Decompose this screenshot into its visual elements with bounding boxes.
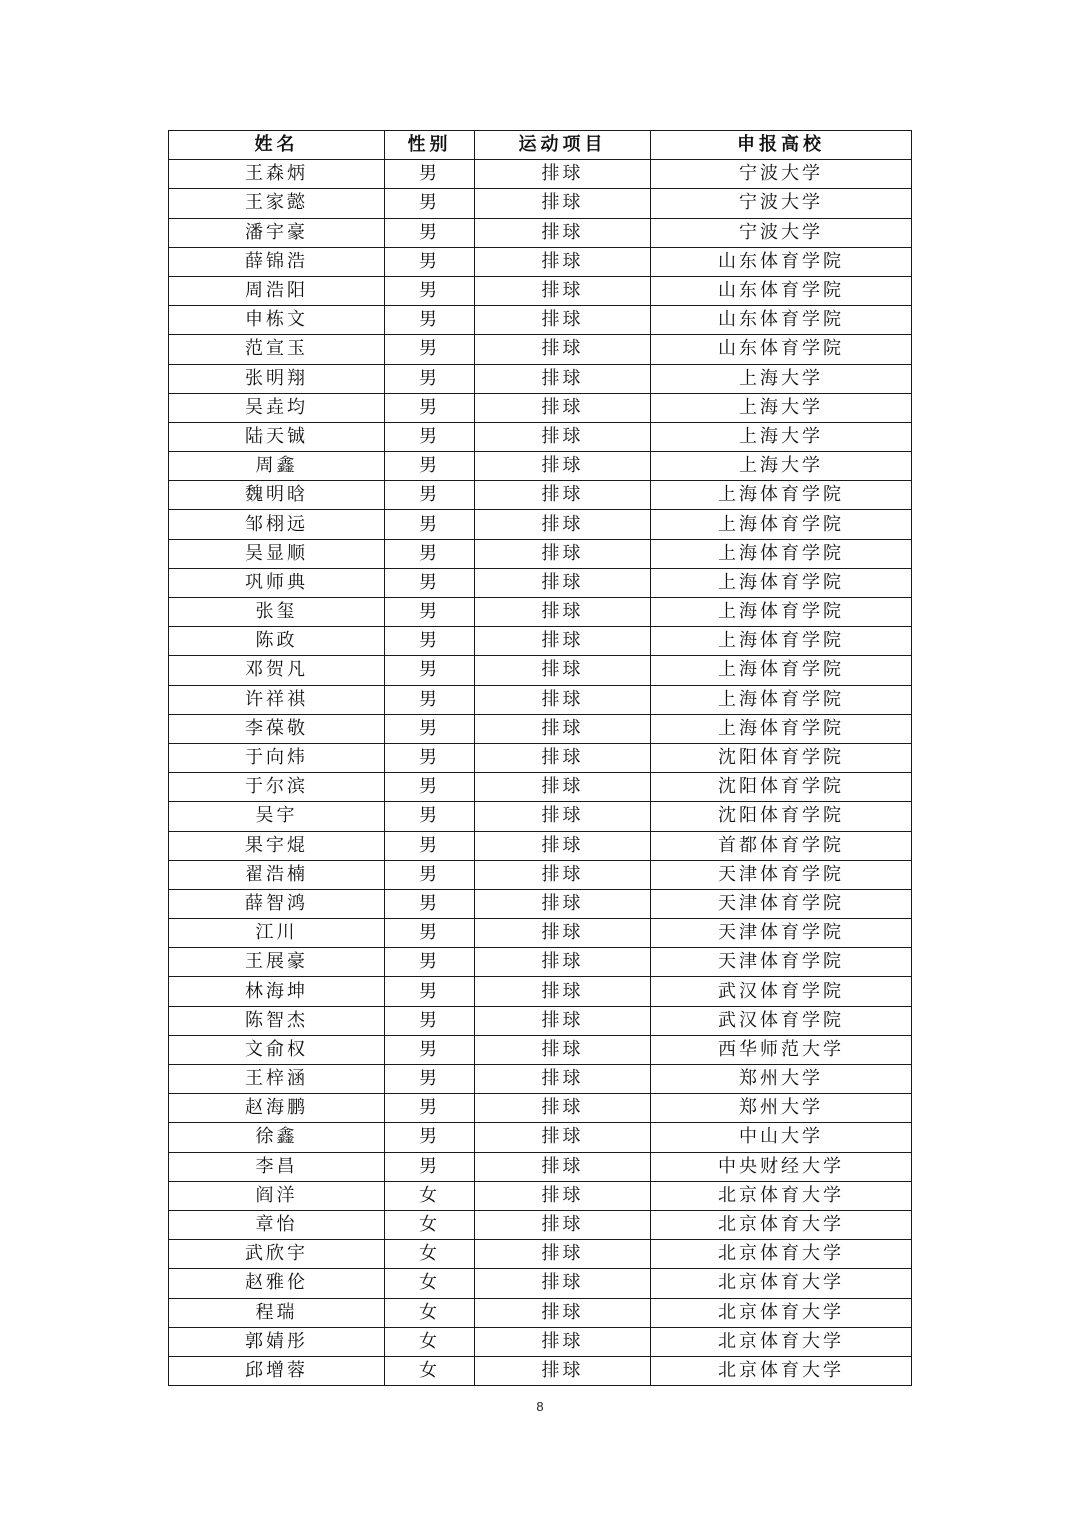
cell-name: 章怡 xyxy=(169,1210,385,1239)
cell-sport: 排球 xyxy=(475,452,651,481)
cell-gender: 男 xyxy=(385,802,475,831)
cell-sport: 排球 xyxy=(475,160,651,189)
table-row xyxy=(169,1327,912,1356)
cell-gender: 男 xyxy=(385,1065,475,1094)
cell-gender: 男 xyxy=(385,919,475,948)
cell-name: 申栋文 xyxy=(169,306,385,335)
cell-school: 北京体育大学 xyxy=(651,1240,912,1269)
cell-name: 于向炜 xyxy=(169,743,385,772)
cell-school: 山东体育学院 xyxy=(651,306,912,335)
table-row xyxy=(169,889,912,918)
cell-school: 北京体育大学 xyxy=(651,1210,912,1239)
table-row xyxy=(169,627,912,656)
cell-school: 武汉体育学院 xyxy=(651,1006,912,1035)
table-row xyxy=(169,1035,912,1064)
cell-name: 王家懿 xyxy=(169,189,385,218)
cell-gender: 女 xyxy=(385,1327,475,1356)
table-row xyxy=(169,831,912,860)
cell-school: 上海体育学院 xyxy=(651,685,912,714)
cell-school: 武汉体育学院 xyxy=(651,977,912,1006)
table-row xyxy=(169,568,912,597)
cell-name: 王森炳 xyxy=(169,160,385,189)
cell-sport: 排球 xyxy=(475,1298,651,1327)
cell-gender: 男 xyxy=(385,977,475,1006)
cell-sport: 排球 xyxy=(475,1035,651,1064)
cell-name: 潘宇豪 xyxy=(169,218,385,247)
table-row xyxy=(169,685,912,714)
cell-sport: 排球 xyxy=(475,860,651,889)
cell-sport: 排球 xyxy=(475,1327,651,1356)
page-number: 8 xyxy=(536,1399,544,1414)
cell-gender: 男 xyxy=(385,393,475,422)
cell-gender: 男 xyxy=(385,335,475,364)
cell-gender: 女 xyxy=(385,1240,475,1269)
cell-school: 上海体育学院 xyxy=(651,627,912,656)
cell-school: 上海体育学院 xyxy=(651,539,912,568)
cell-school: 天津体育学院 xyxy=(651,919,912,948)
cell-name: 林海坤 xyxy=(169,977,385,1006)
cell-gender: 男 xyxy=(385,306,475,335)
cell-sport: 排球 xyxy=(475,1181,651,1210)
cell-school: 首都体育学院 xyxy=(651,831,912,860)
table-row xyxy=(169,1006,912,1035)
cell-gender: 女 xyxy=(385,1181,475,1210)
cell-name: 陈智杰 xyxy=(169,1006,385,1035)
cell-school: 山东体育学院 xyxy=(651,247,912,276)
cell-gender: 男 xyxy=(385,481,475,510)
cell-name: 王展豪 xyxy=(169,948,385,977)
cell-sport: 排球 xyxy=(475,568,651,597)
cell-school: 沈阳体育学院 xyxy=(651,743,912,772)
cell-school: 上海大学 xyxy=(651,452,912,481)
cell-school: 上海大学 xyxy=(651,422,912,451)
cell-gender: 男 xyxy=(385,568,475,597)
table-row xyxy=(169,247,912,276)
cell-school: 天津体育学院 xyxy=(651,860,912,889)
athlete-roster-table xyxy=(168,130,912,1386)
table-row xyxy=(169,1094,912,1123)
cell-gender: 男 xyxy=(385,1123,475,1152)
table-row xyxy=(169,1181,912,1210)
cell-name: 于尔滨 xyxy=(169,773,385,802)
cell-gender: 女 xyxy=(385,1269,475,1298)
cell-gender: 男 xyxy=(385,627,475,656)
cell-sport: 排球 xyxy=(475,1065,651,1094)
cell-name: 邱增蓉 xyxy=(169,1356,385,1385)
cell-sport: 排球 xyxy=(475,831,651,860)
table-row xyxy=(169,422,912,451)
cell-sport: 排球 xyxy=(475,1123,651,1152)
cell-gender: 男 xyxy=(385,1006,475,1035)
cell-school: 中央财经大学 xyxy=(651,1152,912,1181)
cell-gender: 男 xyxy=(385,160,475,189)
table-row xyxy=(169,1356,912,1385)
cell-school: 西华师范大学 xyxy=(651,1035,912,1064)
cell-sport: 排球 xyxy=(475,276,651,305)
cell-sport: 排球 xyxy=(475,889,651,918)
cell-gender: 男 xyxy=(385,685,475,714)
cell-school: 上海体育学院 xyxy=(651,598,912,627)
cell-sport: 排球 xyxy=(475,393,651,422)
table-row xyxy=(169,773,912,802)
cell-sport: 排球 xyxy=(475,189,651,218)
cell-name: 周浩阳 xyxy=(169,276,385,305)
table-row xyxy=(169,1240,912,1269)
cell-gender: 男 xyxy=(385,714,475,743)
cell-school: 上海大学 xyxy=(651,364,912,393)
cell-gender: 男 xyxy=(385,539,475,568)
table-row xyxy=(169,364,912,393)
cell-school: 宁波大学 xyxy=(651,160,912,189)
cell-sport: 排球 xyxy=(475,743,651,772)
cell-gender: 女 xyxy=(385,1298,475,1327)
table-row xyxy=(169,335,912,364)
header-name: 姓名 xyxy=(169,131,385,160)
cell-school: 上海体育学院 xyxy=(651,568,912,597)
table-row xyxy=(169,802,912,831)
cell-sport: 排球 xyxy=(475,422,651,451)
table-row xyxy=(169,656,912,685)
cell-name: 邓贺凡 xyxy=(169,656,385,685)
cell-school: 上海体育学院 xyxy=(651,714,912,743)
table-row xyxy=(169,1123,912,1152)
cell-school: 山东体育学院 xyxy=(651,276,912,305)
table-row xyxy=(169,714,912,743)
cell-sport: 排球 xyxy=(475,1152,651,1181)
cell-name: 郭婧彤 xyxy=(169,1327,385,1356)
table-body xyxy=(169,160,912,1386)
table-row xyxy=(169,510,912,539)
cell-name: 徐鑫 xyxy=(169,1123,385,1152)
cell-school: 郑州大学 xyxy=(651,1094,912,1123)
cell-school: 北京体育大学 xyxy=(651,1181,912,1210)
cell-school: 天津体育学院 xyxy=(651,948,912,977)
cell-sport: 排球 xyxy=(475,714,651,743)
table-row xyxy=(169,860,912,889)
cell-gender: 男 xyxy=(385,860,475,889)
cell-name: 陆天铖 xyxy=(169,422,385,451)
cell-sport: 排球 xyxy=(475,510,651,539)
cell-name: 李昌 xyxy=(169,1152,385,1181)
cell-name: 范宣玉 xyxy=(169,335,385,364)
cell-name: 薛锦浩 xyxy=(169,247,385,276)
cell-school: 上海体育学院 xyxy=(651,510,912,539)
cell-gender: 男 xyxy=(385,276,475,305)
table-row xyxy=(169,743,912,772)
cell-name: 翟浩楠 xyxy=(169,860,385,889)
cell-gender: 男 xyxy=(385,218,475,247)
cell-sport: 排球 xyxy=(475,948,651,977)
cell-sport: 排球 xyxy=(475,364,651,393)
table-row xyxy=(169,1269,912,1298)
cell-school: 天津体育学院 xyxy=(651,889,912,918)
cell-gender: 男 xyxy=(385,1035,475,1064)
cell-gender: 男 xyxy=(385,1152,475,1181)
cell-sport: 排球 xyxy=(475,656,651,685)
cell-sport: 排球 xyxy=(475,306,651,335)
cell-school: 沈阳体育学院 xyxy=(651,802,912,831)
cell-sport: 排球 xyxy=(475,627,651,656)
cell-school: 宁波大学 xyxy=(651,218,912,247)
cell-sport: 排球 xyxy=(475,218,651,247)
cell-gender: 男 xyxy=(385,773,475,802)
cell-name: 张明翔 xyxy=(169,364,385,393)
cell-sport: 排球 xyxy=(475,1240,651,1269)
table-row xyxy=(169,306,912,335)
cell-name: 巩师典 xyxy=(169,568,385,597)
cell-name: 赵雅伦 xyxy=(169,1269,385,1298)
cell-gender: 男 xyxy=(385,831,475,860)
table-row xyxy=(169,919,912,948)
cell-school: 北京体育大学 xyxy=(651,1269,912,1298)
table-row xyxy=(169,393,912,422)
cell-name: 吴显顺 xyxy=(169,539,385,568)
table-header-row xyxy=(169,131,912,160)
cell-sport: 排球 xyxy=(475,335,651,364)
cell-name: 果宇焜 xyxy=(169,831,385,860)
header-school: 申报高校 xyxy=(651,131,912,160)
cell-name: 陈政 xyxy=(169,627,385,656)
cell-sport: 排球 xyxy=(475,802,651,831)
table-row xyxy=(169,977,912,1006)
table-row xyxy=(169,1210,912,1239)
cell-name: 阎洋 xyxy=(169,1181,385,1210)
cell-name: 吴垚均 xyxy=(169,393,385,422)
cell-sport: 排球 xyxy=(475,481,651,510)
cell-school: 北京体育大学 xyxy=(651,1327,912,1356)
table-row xyxy=(169,948,912,977)
cell-school: 北京体育大学 xyxy=(651,1298,912,1327)
header-sport: 运动项目 xyxy=(475,131,651,160)
cell-name: 程瑞 xyxy=(169,1298,385,1327)
cell-school: 北京体育大学 xyxy=(651,1356,912,1385)
table-row xyxy=(169,481,912,510)
cell-sport: 排球 xyxy=(475,598,651,627)
cell-gender: 男 xyxy=(385,948,475,977)
cell-sport: 排球 xyxy=(475,919,651,948)
cell-gender: 男 xyxy=(385,364,475,393)
cell-school: 上海体育学院 xyxy=(651,656,912,685)
cell-name: 周鑫 xyxy=(169,452,385,481)
cell-school: 上海大学 xyxy=(651,393,912,422)
cell-gender: 男 xyxy=(385,422,475,451)
table-row xyxy=(169,218,912,247)
cell-name: 邹栩远 xyxy=(169,510,385,539)
cell-name: 武欣宇 xyxy=(169,1240,385,1269)
table-row xyxy=(169,539,912,568)
cell-sport: 排球 xyxy=(475,1094,651,1123)
cell-sport: 排球 xyxy=(475,1006,651,1035)
table-row xyxy=(169,452,912,481)
cell-gender: 女 xyxy=(385,1356,475,1385)
cell-gender: 男 xyxy=(385,247,475,276)
cell-sport: 排球 xyxy=(475,1269,651,1298)
cell-sport: 排球 xyxy=(475,1356,651,1385)
cell-sport: 排球 xyxy=(475,685,651,714)
cell-school: 上海体育学院 xyxy=(651,481,912,510)
table-row xyxy=(169,1065,912,1094)
cell-school: 郑州大学 xyxy=(651,1065,912,1094)
cell-gender: 男 xyxy=(385,1094,475,1123)
cell-sport: 排球 xyxy=(475,1210,651,1239)
cell-gender: 男 xyxy=(385,189,475,218)
cell-name: 许祥祺 xyxy=(169,685,385,714)
table-row xyxy=(169,1298,912,1327)
cell-name: 张玺 xyxy=(169,598,385,627)
cell-name: 赵海鹏 xyxy=(169,1094,385,1123)
cell-name: 王梓涵 xyxy=(169,1065,385,1094)
cell-name: 江川 xyxy=(169,919,385,948)
table-row xyxy=(169,160,912,189)
cell-gender: 男 xyxy=(385,656,475,685)
cell-school: 中山大学 xyxy=(651,1123,912,1152)
cell-name: 魏明晗 xyxy=(169,481,385,510)
cell-gender: 男 xyxy=(385,743,475,772)
cell-sport: 排球 xyxy=(475,247,651,276)
cell-gender: 男 xyxy=(385,598,475,627)
cell-school: 宁波大学 xyxy=(651,189,912,218)
cell-name: 李葆敬 xyxy=(169,714,385,743)
cell-school: 山东体育学院 xyxy=(651,335,912,364)
cell-gender: 男 xyxy=(385,510,475,539)
cell-sport: 排球 xyxy=(475,773,651,802)
table-row xyxy=(169,189,912,218)
cell-name: 文俞权 xyxy=(169,1035,385,1064)
cell-name: 吴宇 xyxy=(169,802,385,831)
cell-school: 沈阳体育学院 xyxy=(651,773,912,802)
cell-gender: 女 xyxy=(385,1210,475,1239)
cell-gender: 男 xyxy=(385,889,475,918)
table-row xyxy=(169,1152,912,1181)
cell-sport: 排球 xyxy=(475,539,651,568)
cell-sport: 排球 xyxy=(475,977,651,1006)
cell-gender: 男 xyxy=(385,452,475,481)
cell-name: 薛智鸿 xyxy=(169,889,385,918)
table-row xyxy=(169,276,912,305)
header-gender: 性别 xyxy=(385,131,475,160)
table-row xyxy=(169,598,912,627)
